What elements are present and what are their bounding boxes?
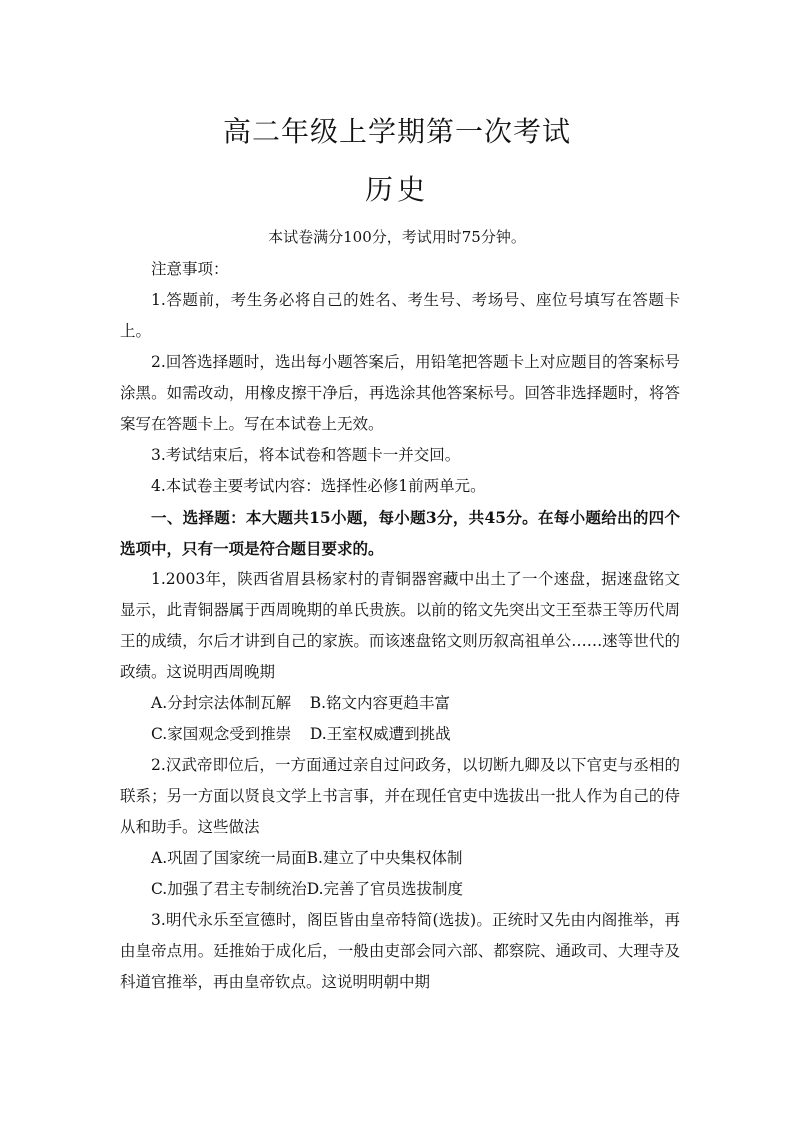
question-1-option-d: D.王室权威遭到挑战 <box>309 725 451 743</box>
question-1-option-c: C.家国观念受到推崇 <box>151 725 292 743</box>
exam-body <box>120 254 680 998</box>
notice-heading: 注意事项： <box>151 260 229 278</box>
question-2-options-row-2 <box>120 874 680 905</box>
question-1-option-b: B.铭文内容更趋丰富 <box>309 694 451 712</box>
question-2-stem: 2.汉武帝即位后，一方面通过亲自过问政务，以切断九卿及以下官吏与丞相的联系；另一方面以贤良文学上书言事，并在现任官吏中选拔出一批人作为自己的侍从和助手。这些做法 <box>120 756 680 836</box>
notice-item-1: 1.答题前，考生务必将自己的姓名、考生号、考场号、座位号填写在答题卡上。 <box>120 291 680 340</box>
question-2-option-d: D.完善了官员选拔制度 <box>306 880 464 898</box>
question-1-options-row-1 <box>120 688 680 719</box>
exam-title: 高二年级上学期第一次考试 <box>222 115 571 148</box>
question-1-options-row-2 <box>120 719 680 750</box>
notice-item-2: 2.回答选择题时，选出每小题答案后，用铅笔把答题卡上对应题目的答案标号涂黑。如需改动，用橡皮擦干净后，再选涂其他答案标号。回答非选择题时，将答案写在答题卡上。写在本试卷上无效。 <box>120 353 680 433</box>
question-3-stem: 3.明代永乐至宣德时，阁臣皆由皇帝特简(选拔)。正统时又先由内阁推举，再由皇帝点用。廷推始于成化后，一般由吏部会同六部、都察院、通政司、大理寺及科道官推举，再由皇帝钦点。这说明明朝中期 <box>120 911 680 991</box>
question-1-stem: 1.2003年，陕西省眉县杨家村的青铜器窖藏中出土了一个逨盘，据逨盘铭文显示，此青铜器属于西周晚期的单氏贵族。以前的铭文先突出文王至恭王等历代周王的成绩，尔后才讲到自己的家族。而该逨盘铭文则历叙高祖单公……逨等世代的政绩。这说明西周晚期 <box>120 570 680 681</box>
exam-meta: 本试卷满分100分，考试用时75分钟。 <box>268 228 526 246</box>
question-1-option-a: A.分封宗法体制瓦解 <box>151 694 292 712</box>
section-heading: 一、选择题：本大题共15小题，每小题3分，共45分。在每小题给出的四个选项中，只有一项是符合题目要求的。 <box>120 508 680 558</box>
question-2-options-row-1 <box>120 843 680 874</box>
exam-subject: 历史 <box>364 173 429 206</box>
question-2-option-b: B.建立了中央集权体制 <box>306 849 463 867</box>
question-2-option-a: A.巩固了国家统一局面 <box>151 849 307 867</box>
notice-item-4: 4.本试卷主要考试内容：选择性必修1前两单元。 <box>151 477 486 495</box>
notice-item-3: 3.考试结束后，将本试卷和答题卡一并交回。 <box>151 446 461 464</box>
question-2-option-c: C.加强了君主专制统治 <box>151 880 307 898</box>
